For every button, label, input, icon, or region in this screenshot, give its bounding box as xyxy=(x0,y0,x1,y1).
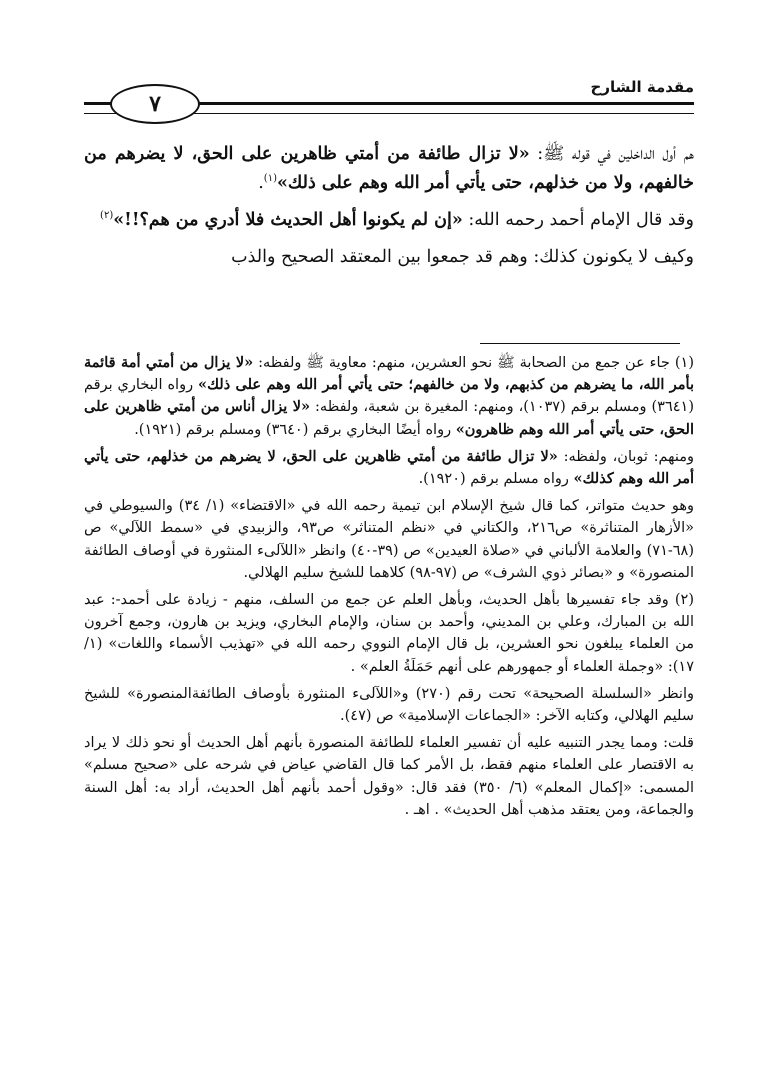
footnote-paragraph xyxy=(84,589,694,678)
main-paragraph xyxy=(84,243,694,272)
footnote-paragraph xyxy=(84,495,694,584)
footnote-text: رواه البخاري برقم (٣٦٤١) ومسلم برقم (١٠٣٧)، ومنهم: المغيرة بن شعبة، ولفظه: xyxy=(84,377,694,416)
footnote-text: (٢) وقد جاء تفسيرها بأهل الحديث، وبأهل العلم عن جمع من السلف، منهم - زيادة على أحمد-: عبد الله بن المبارك، وعلي بن المديني، وأحمد بن سنان، والإمام البخاري، ويزيد بن هارون، وجمع آخرون من العلماء يبلغون نحو العشرين، بل قال الإمام النووي رحمه الله في «تهذيب الأسماء واللغات» (١/ ١٧): «وجملة العلماء أو جمهورهم على أنهم حَمَلَةُ العلم» . xyxy=(84,592,694,675)
footnote-text: ومنهم: ثوبان، ولفظه: xyxy=(557,448,694,465)
main-paragraph xyxy=(84,140,694,198)
hadith-quote: «لا تزال طائفة من أمتي ظاهرين على الحق، لا يضرهم من خذلهم، حتى يأتي أمر الله وهم كذلك» xyxy=(84,447,694,488)
footnote-paragraph xyxy=(84,732,694,821)
footnote-paragraph xyxy=(84,352,694,441)
main-text-run: . xyxy=(258,173,264,193)
footnote-text: وهو حديث متواتر، كما قال شيخ الإسلام ابن تيمية رحمه الله في «الاقتضاء» (١/ ٣٤) والسيوطي في «الأزهار المتناثرة» ص٢١٦، والكتاني في «نظم المتناثر» ص٩٣، والزبيدي في «سمط اللآلي» ص (٦٨-٧١) والعلامة الألباني في «صلاة العيدين» ص (٣٩-٤٠) وانظر «اللآلىء المنثورة في أوصاف الطائفة المنصورة» و «بصائر ذوي الشرف» ص (٩٧-٩٨) كلاهما للشيخ سليم الهلالي. xyxy=(84,498,695,581)
footnote-ref: (٢) xyxy=(100,210,114,222)
footnote-text: وانظر «السلسلة الصحيحة» تحت رقم (٢٧٠) و«اللآلىء المنثورة بأوصاف الطائفةالمنصورة» للشيخ سليم الهلالي، وكتابه الآخر: «الجماعات الإسلامية» ص (٤٧). xyxy=(84,685,694,725)
quote: «إن لم يكونوا أهل الحديث فلا أدري من هم؟!!» xyxy=(113,210,463,230)
main-paragraph xyxy=(84,206,694,235)
footnote-text: رواه أيضًا البخاري برقم (٣٦٤٠) ومسلم برقم (١٩٢١). xyxy=(134,421,456,438)
hadith-quote: «لا يزال أناس من أمتي ظاهرين على الحق، حتى يأتي أمر الله وهم ظاهرون» xyxy=(84,398,694,438)
page-header xyxy=(84,74,694,124)
footnote-paragraph xyxy=(84,446,694,490)
hadith-quote: «لا تزال طائفة من أمتي ظاهرين على الحق، لا يضرهم من خالفهم، ولا من خذلهم، حتى يأتي أمر الله وهم على ذلك» xyxy=(84,144,694,193)
footnote-paragraph xyxy=(84,683,694,727)
running-title: مقدمة الشارح xyxy=(590,78,694,96)
footnote-text: رواه مسلم برقم (١٩٢٠). xyxy=(418,471,574,488)
main-text-run: وقد قال الإمام أحمد رحمه الله: xyxy=(462,210,694,230)
main-text-run: هم أول الداخلين في قوله ﷺ: xyxy=(529,144,694,164)
footnote-text: قلت: ومما يجدر التنبيه عليه أن تفسير العلماء للطائفة المنصورة بأنهم أهل الحديث أو نحو ذلك لا يراد به الاقتصار على العلماء منهم فقط، بل الأمر كما قال القاضي عياض في شرحه على «صحيح مسلم» المسمى: «إكمال المعلم» (٦/ ٣٥٠) فقد قال: «وقول أحمد بأنهم أهل الحديث، أراد به: أهل السنة والجماعة، ومن يعتقد مذهب أهل الحديث» . اهـ . xyxy=(84,735,695,818)
footnote-text: (١) جاء عن جمع من الصحابة ﷺ نحو العشرين، منهم: معاوية ﷺ ولفظه: xyxy=(253,355,694,371)
footnote-ref: (١) xyxy=(263,173,277,185)
footnote-divider xyxy=(480,343,680,344)
hadith-quote: «لا يزال من أمتي أمة قائمة بأمر الله، ما يضرهم من كذبهم، ولا من خالفهم؛ حتى يأتي أمر الله وهم على ذلك» xyxy=(84,354,694,394)
main-text xyxy=(84,140,694,280)
footnotes xyxy=(84,352,694,826)
main-text-run: وكيف لا يكونون كذلك: وهم قد جمعوا بين المعتقد الصحيح والذب xyxy=(231,247,694,267)
page-number-badge: ٧ xyxy=(110,84,200,124)
